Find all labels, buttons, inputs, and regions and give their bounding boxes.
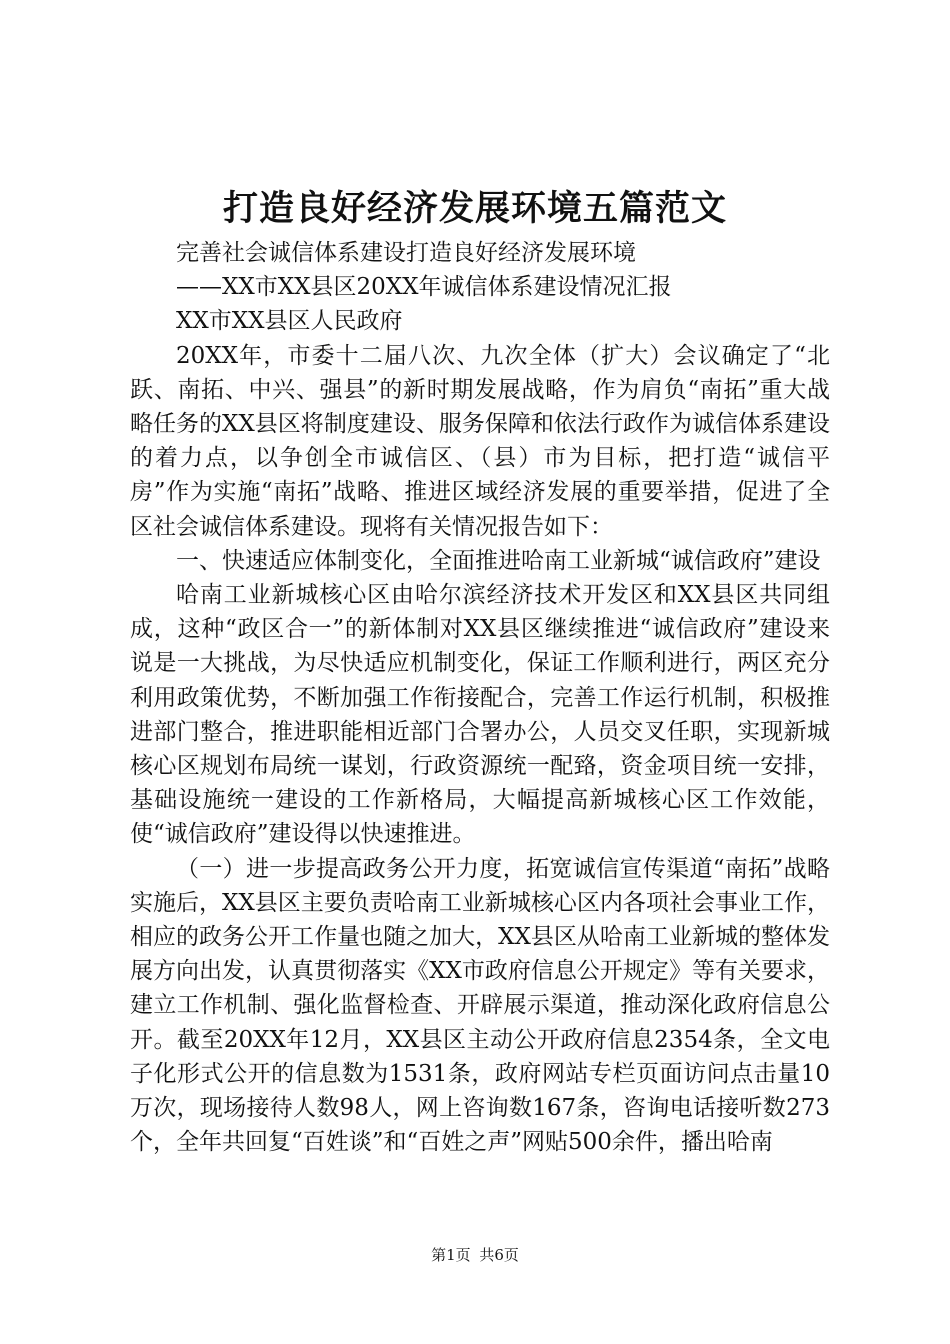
paragraph-subsection-1: （一）进一步提高政务公开力度，拓宽诚信宣传渠道“南拓”战略实施后，XX县区主要负责哈南工业新城核心区内各项社会事业工作，相应的政务公开工作量也随之加大，XX县区从哈南工业新城的整体发展方向出发，认真贯彻落实《XX市政府信息公开规定》等有关要求，建立工作机制、强化监督检查、开辟展示渠道，推动深化政府信息公开。截至20XX年12月，XX县区主动公开政府信息2354条，全文电子化形式公开的信息数为1531条，政府网站专栏页面访问点击量10万次，现场接待人数98人，网上咨询数167条，咨询电话接听数273个，全年共回复“百姓谈”和“百姓之声”网贴500余件，播出哈南	[130, 855, 830, 1156]
section-heading-1: 一、快速适应体制变化，全面推进哈南工业新城“诚信政府”建设	[176, 547, 821, 574]
page-number: 第1页	[431, 1246, 471, 1264]
document-body	[130, 236, 830, 1159]
document-title: 打造良好经济发展环境五篇范文	[222, 188, 727, 229]
subtitle-report-line: ——XX市XX县区20XX年诚信体系建设情况汇报	[176, 274, 672, 301]
paragraph-intro: 20XX年，市委十二届八次、九次全体（扩大）会议确定了“北跃、南拓、中兴、强县”的新时期发展战略，作为肩负“南拓”重大战略任务的XX县区将制度建设、服务保障和依法行政作为诚信体系建设的着力点，以争创全市诚信区、（县）市为目标，把打造“诚信平房”作为实施“南拓”战略、推进区域经济发展的重要举措，促进了全区社会诚信体系建设。现将有关情况报告如下：	[130, 342, 830, 540]
paragraph-core-area: 哈南工业新城核心区由哈尔滨经济技术开发区和XX县区共同组成，这种“政区合一”的新体制对XX县区继续推进“诚信政府”建设来说是一大挑战，为尽快适应机制变化，保证工作顺利进行，两区充分利用政策优势，不断加强工作衔接配合，完善工作运行机制，积极推进部门整合，推进职能相近部门合署办公，人员交叉任职，实现新城核心区规划布局统一谋划，行政资源统一配臵，资金项目统一安排，基础设施统一建设的工作新格局，大幅提高新城核心区工作效能，使“诚信政府”建设得以快速推进。	[130, 582, 830, 848]
page-total: 共6页	[479, 1246, 519, 1264]
subtitle-line: 完善社会诚信体系建设打造良好经济发展环境	[176, 240, 636, 266]
page-footer	[0, 1245, 950, 1265]
author-line: XX市XX县区人民政府	[176, 308, 403, 335]
